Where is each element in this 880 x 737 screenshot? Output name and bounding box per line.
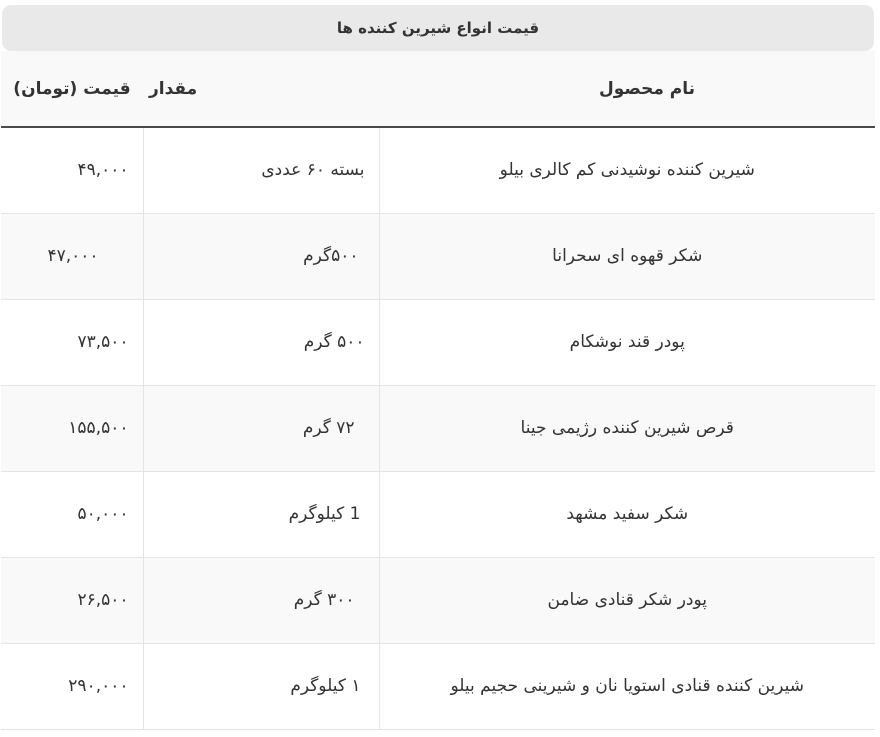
quantity-value: ۵۰۰ گرم bbox=[303, 332, 365, 352]
price-cell bbox=[1, 471, 143, 557]
price-value: ۵۰,۰۰۰ bbox=[77, 504, 129, 524]
table-row bbox=[1, 471, 875, 557]
quantity-value: ۳۰۰ گرم bbox=[293, 590, 355, 610]
price-value: ۴۹,۰۰۰ bbox=[77, 160, 129, 181]
quantity-cell bbox=[143, 299, 379, 385]
table-row bbox=[1, 299, 875, 385]
table-row bbox=[1, 643, 875, 729]
price-cell bbox=[1, 385, 143, 471]
price-cell bbox=[1, 557, 143, 643]
product-name-cell: شیرین کننده قنادی استویا نان و شیرینی حجیم بیلو bbox=[379, 643, 875, 729]
price-value: ۲۶,۵۰۰ bbox=[77, 590, 129, 610]
price-cell bbox=[1, 127, 143, 213]
quantity-value: ۷۲ گرم bbox=[302, 418, 355, 438]
table-body bbox=[1, 127, 875, 729]
quantity-value: ۵۰۰گرم bbox=[303, 246, 359, 266]
product-name-cell: شکر سفید مشهد bbox=[379, 471, 875, 557]
quantity-value: 1 کیلوگرم bbox=[288, 504, 361, 524]
price-value: ۷۳,۵۰۰ bbox=[77, 332, 129, 352]
header-price: قیمت (تومان) bbox=[1, 51, 143, 127]
price-cell bbox=[1, 299, 143, 385]
product-name-cell: پودر شکر قنادی ضامن bbox=[379, 557, 875, 643]
table-row bbox=[1, 385, 875, 471]
header-row bbox=[1, 51, 875, 127]
price-table bbox=[1, 51, 875, 730]
product-name-cell: شیرین کننده نوشیدنی کم کالری بیلو bbox=[379, 127, 875, 213]
product-name-cell: پودر قند نوشکام bbox=[379, 299, 875, 385]
table-row bbox=[1, 127, 875, 213]
price-value: ۱۵۵,۵۰۰ bbox=[68, 418, 129, 438]
header-product-name: نام محصول bbox=[379, 51, 875, 127]
quantity-cell bbox=[143, 213, 379, 299]
quantity-value: ۱ کیلوگرم bbox=[290, 676, 361, 696]
quantity-value: بسته ۶۰ عددی bbox=[261, 160, 365, 181]
quantity-cell bbox=[143, 385, 379, 471]
table-row bbox=[1, 213, 875, 299]
quantity-cell bbox=[143, 471, 379, 557]
product-name-cell: قرص شیرین کننده رژیمی جینا bbox=[379, 385, 875, 471]
price-cell bbox=[1, 643, 143, 729]
table-row bbox=[1, 557, 875, 643]
price-cell bbox=[1, 213, 143, 299]
product-name-cell: شکر قهوه ای سحرانا bbox=[379, 213, 875, 299]
price-value: ۴۷,۰۰۰ bbox=[47, 246, 99, 266]
table-caption: قیمت انواع شیرین کننده ها bbox=[2, 5, 874, 51]
header-quantity: مقدار bbox=[143, 51, 379, 127]
quantity-cell bbox=[143, 127, 379, 213]
price-value: ۲۹۰,۰۰۰ bbox=[68, 676, 129, 696]
quantity-cell bbox=[143, 643, 379, 729]
table-header bbox=[1, 51, 875, 127]
quantity-cell bbox=[143, 557, 379, 643]
